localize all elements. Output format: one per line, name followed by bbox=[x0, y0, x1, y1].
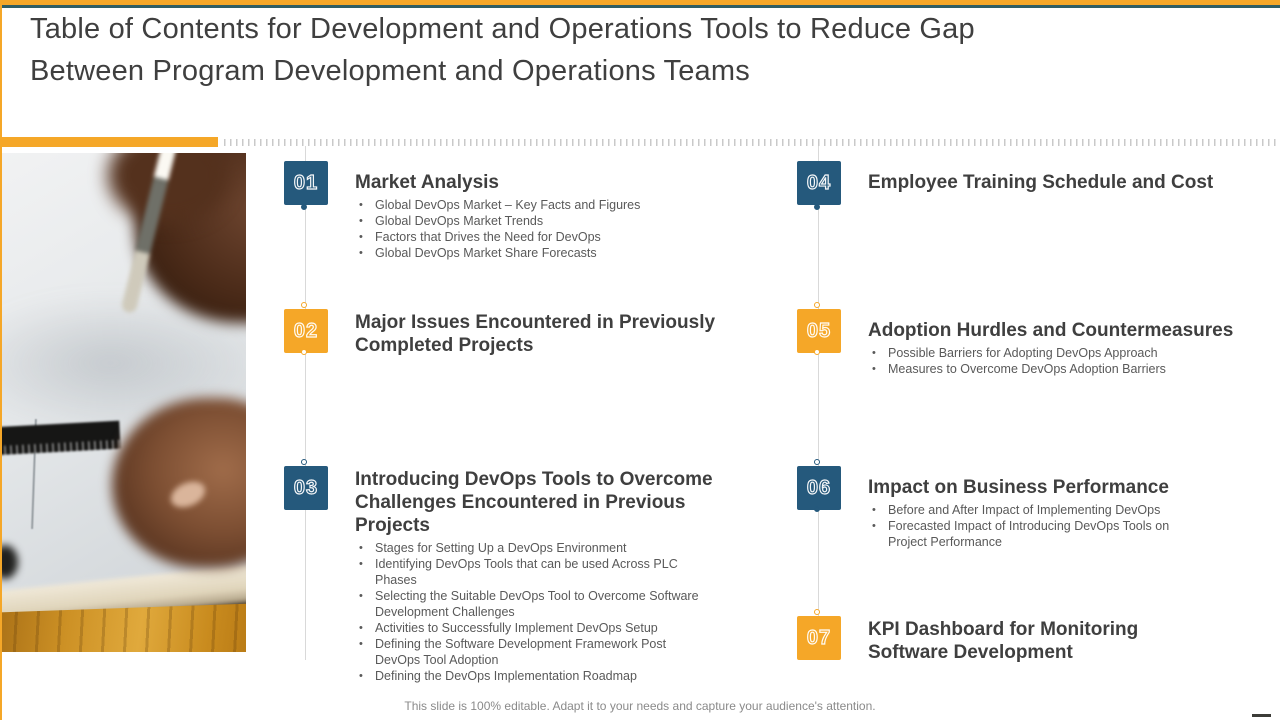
item-title: Market Analysis bbox=[355, 172, 499, 193]
item-title: KPI Dashboard for Monitoring Software Development bbox=[868, 619, 1139, 663]
bullet-item: • Selecting the Suitable DevOps Tool to Overcome Software Development Challenges bbox=[355, 588, 707, 620]
title-accent-bar bbox=[0, 137, 218, 147]
left-border-orange bbox=[0, 0, 2, 720]
bullet-item: • Stages for Setting Up a DevOps Environment bbox=[355, 540, 707, 556]
bullet-item: • Activities to Successfully Implement DevOps Setup bbox=[355, 620, 707, 636]
connector-dot bbox=[814, 506, 820, 512]
toc-item-03 bbox=[284, 466, 755, 684]
item-title: Adoption Hurdles and Countermeasures bbox=[868, 320, 1234, 341]
toc-item-01 bbox=[284, 161, 755, 261]
toc-item-02 bbox=[284, 309, 755, 357]
connector-dot bbox=[814, 302, 820, 308]
item-bullet-list bbox=[355, 540, 707, 684]
item-text-block bbox=[355, 466, 755, 684]
item-number-badge: 06 bbox=[797, 466, 841, 510]
item-title: Employee Training Schedule and Cost bbox=[868, 172, 1214, 193]
toc-item-06 bbox=[797, 466, 1248, 550]
bullet-item: • Forecasted Impact of Introducing DevOps Tools on Project Performance bbox=[868, 518, 1190, 550]
item-text-block bbox=[868, 309, 1248, 377]
page-title-line-2: Between Program Development and Operations Teams bbox=[30, 55, 750, 87]
item-bullet-list bbox=[868, 502, 1190, 550]
bullet-item: • Measures to Overcome DevOps Adoption Barriers bbox=[868, 361, 1190, 377]
bullet-item: • Defining the Software Development Framework Post DevOps Tool Adoption bbox=[355, 636, 707, 668]
item-text-block bbox=[868, 466, 1248, 550]
bullet-item: • Global DevOps Market Share Forecasts bbox=[355, 245, 707, 261]
photo-hands-pen bbox=[0, 153, 246, 652]
dotted-divider bbox=[224, 139, 1278, 146]
bullet-item: • Before and After Impact of Implementing DevOps bbox=[868, 502, 1190, 518]
connector-dot bbox=[814, 459, 820, 465]
bullet-item: • Global DevOps Market – Key Facts and Figures bbox=[355, 197, 707, 213]
bottom-right-dash bbox=[1252, 714, 1271, 717]
item-text-block bbox=[868, 161, 1248, 205]
item-title: Major Issues Encountered in Previously Completed Projects bbox=[355, 312, 716, 356]
editable-note: This slide is 100% editable. Adapt it to your needs and capture your audience's attention. bbox=[404, 699, 876, 713]
connector-line-right bbox=[818, 146, 819, 660]
connector-dot bbox=[814, 609, 820, 615]
item-text-block bbox=[355, 309, 755, 357]
page-title-line-1: Table of Contents for Development and Operations Tools to Reduce Gap bbox=[30, 13, 975, 45]
item-number-badge: 05 bbox=[797, 309, 841, 353]
connector-dot bbox=[301, 349, 307, 355]
bullet-item: • Identifying DevOps Tools that can be used Across PLC Phases bbox=[355, 556, 707, 588]
toc-item-04 bbox=[797, 161, 1248, 205]
connector-dot bbox=[301, 459, 307, 465]
page-title bbox=[30, 8, 1200, 92]
item-number-badge: 03 bbox=[284, 466, 328, 510]
bullet-item: • Factors that Drives the Need for DevOps bbox=[355, 229, 707, 245]
connector-dot bbox=[814, 204, 820, 210]
item-text-block bbox=[868, 616, 1168, 664]
toc-item-05 bbox=[797, 309, 1248, 377]
item-title: Introducing DevOps Tools to Overcome Challenges Encountered in Previous Projects bbox=[355, 469, 713, 536]
bullet-item: • Defining the DevOps Implementation Roadmap bbox=[355, 668, 707, 684]
item-number-badge: 04 bbox=[797, 161, 841, 205]
photo-wood-grain bbox=[0, 603, 246, 652]
connector-dot bbox=[301, 204, 307, 210]
item-bullet-list bbox=[868, 345, 1190, 377]
connector-dot bbox=[814, 349, 820, 355]
item-number-badge: 01 bbox=[284, 161, 328, 205]
item-number-badge: 02 bbox=[284, 309, 328, 353]
bullet-item: • Possible Barriers for Adopting DevOps Approach bbox=[868, 345, 1190, 361]
item-number-badge: 07 bbox=[797, 616, 841, 660]
connector-dot bbox=[301, 302, 307, 308]
item-title: Impact on Business Performance bbox=[868, 477, 1169, 498]
toc-item-07 bbox=[797, 616, 1168, 664]
photo-wood-desk bbox=[0, 603, 246, 652]
item-text-block bbox=[355, 161, 755, 261]
item-bullet-list bbox=[355, 197, 707, 261]
bullet-item: • Global DevOps Market Trends bbox=[355, 213, 707, 229]
